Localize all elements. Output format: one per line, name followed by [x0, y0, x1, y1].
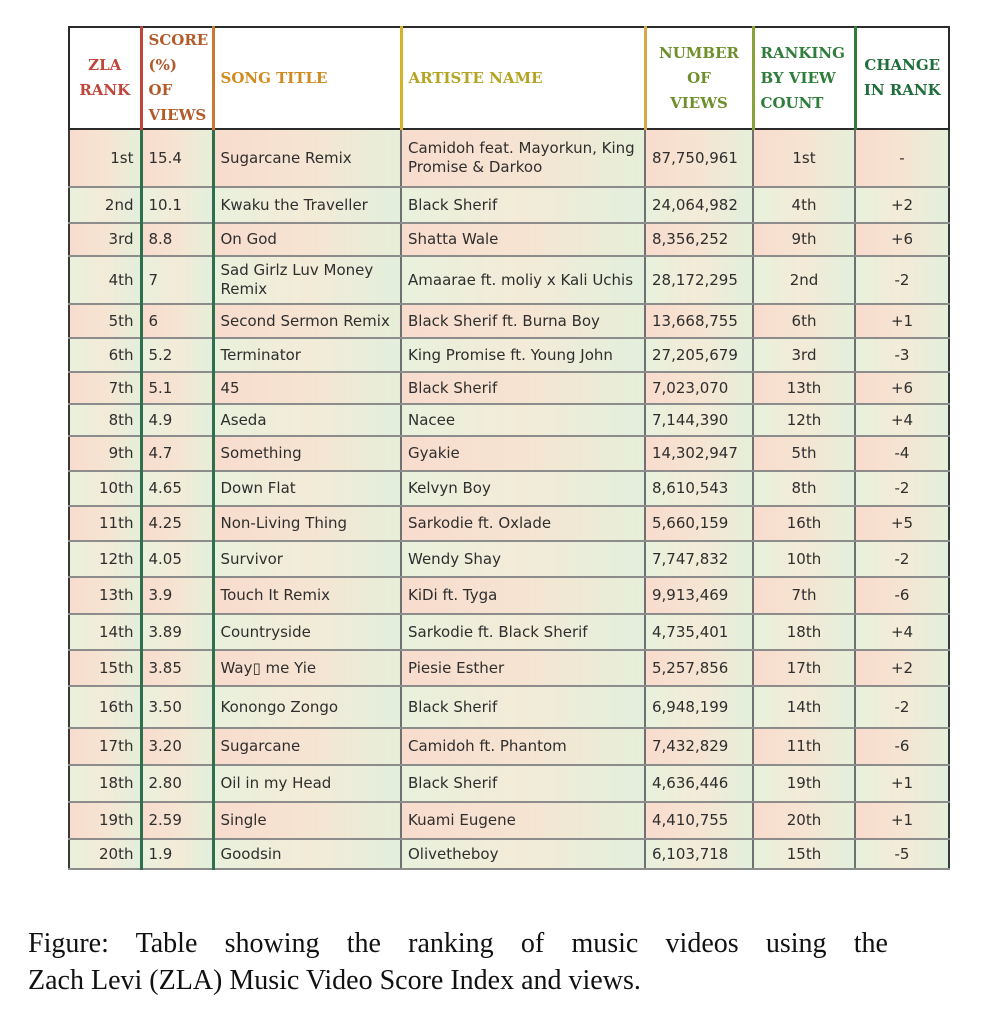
- cell-change: +4: [855, 614, 949, 650]
- cell-song: Terminator: [213, 338, 401, 372]
- table-row: [69, 614, 949, 650]
- cell-change: -2: [855, 541, 949, 577]
- cell-score: 3.85: [141, 650, 213, 686]
- cell-song: Non-Living Thing: [213, 506, 401, 541]
- cell-song: Second Sermon Remix: [213, 304, 401, 338]
- cell-vrank: 7th: [753, 577, 855, 614]
- cell-change: +6: [855, 223, 949, 256]
- cell-change: -6: [855, 728, 949, 765]
- cell-artist: Black Sherif ft. Burna Boy: [401, 304, 645, 338]
- caption-line: Figure: Table showing the ranking of music videos using the: [28, 928, 888, 959]
- cell-vrank: 13th: [753, 372, 855, 404]
- table-header-row: [69, 27, 949, 129]
- cell-rank: 14th: [69, 614, 141, 650]
- cell-song: 45: [213, 372, 401, 404]
- table-body: [69, 129, 949, 869]
- table-row: [69, 765, 949, 802]
- cell-views: 5,257,856: [645, 650, 753, 686]
- header-line: RANKING: [760, 43, 845, 62]
- cell-views: 8,356,252: [645, 223, 753, 256]
- cell-vrank: 3rd: [753, 338, 855, 372]
- cell-views: 7,023,070: [645, 372, 753, 404]
- cell-change: -2: [855, 256, 949, 304]
- cell-rank: 4th: [69, 256, 141, 304]
- cell-song: Sugarcane: [213, 728, 401, 765]
- header-line: IN RANK: [863, 81, 941, 99]
- cell-score: 5.1: [141, 372, 213, 404]
- cell-artist: Wendy Shay: [401, 541, 645, 577]
- figure-caption: [28, 925, 888, 999]
- cell-artist: Olivetheboy: [401, 839, 645, 869]
- cell-rank: 3rd: [69, 223, 141, 256]
- cell-change: +1: [855, 802, 949, 839]
- cell-score: 4.25: [141, 506, 213, 541]
- cell-vrank: 1st: [753, 129, 855, 187]
- cell-score: 4.05: [141, 541, 213, 577]
- cell-views: 4,636,446: [645, 765, 753, 802]
- cell-score: 3.20: [141, 728, 213, 765]
- cell-artist: Camidoh ft. Phantom: [401, 728, 645, 765]
- cell-change: -3: [855, 338, 949, 372]
- cell-song: Survivor: [213, 541, 401, 577]
- table-row: [69, 686, 949, 728]
- cell-change: +2: [855, 187, 949, 223]
- cell-song: Konongo Zongo: [213, 686, 401, 728]
- table-row: [69, 404, 949, 436]
- cell-song: Sad Girlz Luv Money Remix: [213, 256, 401, 304]
- header-line: BY VIEW: [760, 68, 836, 87]
- cell-rank: 20th: [69, 839, 141, 869]
- cell-artist: Nacee: [401, 404, 645, 436]
- cell-rank: 17th: [69, 728, 141, 765]
- cell-song: Aseda: [213, 404, 401, 436]
- header-line: RANK: [79, 81, 131, 99]
- cell-artist: Sarkodie ft. Oxlade: [401, 506, 645, 541]
- header-line: NUMBER: [659, 43, 739, 62]
- cell-change: +1: [855, 304, 949, 338]
- cell-views: 8,610,543: [645, 471, 753, 506]
- header-song-title: [213, 27, 401, 129]
- header-change-in-rank: [855, 27, 949, 129]
- cell-rank: 8th: [69, 404, 141, 436]
- header-line: SONG TITLE: [220, 68, 328, 87]
- table-row: [69, 471, 949, 506]
- table-row: [69, 372, 949, 404]
- cell-artist: King Promise ft. Young John: [401, 338, 645, 372]
- cell-views: 13,668,755: [645, 304, 753, 338]
- cell-vrank: 15th: [753, 839, 855, 869]
- cell-vrank: 8th: [753, 471, 855, 506]
- table-row: [69, 802, 949, 839]
- header-line: ZLA: [88, 56, 122, 74]
- cell-score: 2.80: [141, 765, 213, 802]
- cell-score: 2.59: [141, 802, 213, 839]
- cell-views: 28,172,295: [645, 256, 753, 304]
- cell-change: -5: [855, 839, 949, 869]
- cell-vrank: 6th: [753, 304, 855, 338]
- cell-score: 7: [141, 256, 213, 304]
- cell-change: -6: [855, 577, 949, 614]
- cell-song: Touch It Remix: [213, 577, 401, 614]
- header-line: VIEWS: [670, 93, 728, 112]
- cell-song: Something: [213, 436, 401, 471]
- cell-rank: 19th: [69, 802, 141, 839]
- cell-song: Oil in my Head: [213, 765, 401, 802]
- cell-score: 8.8: [141, 223, 213, 256]
- cell-rank: 1st: [69, 129, 141, 187]
- cell-views: 87,750,961: [645, 129, 753, 187]
- cell-score: 5.2: [141, 338, 213, 372]
- header-line: ARTISTE NAME: [408, 68, 543, 87]
- cell-change: +1: [855, 765, 949, 802]
- cell-artist: Amaarae ft. moliy x Kali Uchis: [401, 256, 645, 304]
- cell-score: 3.89: [141, 614, 213, 650]
- cell-views: 6,948,199: [645, 686, 753, 728]
- cell-artist: Black Sherif: [401, 187, 645, 223]
- header-score: [141, 27, 213, 129]
- cell-artist: KiDi ft. Tyga: [401, 577, 645, 614]
- table-row: [69, 839, 949, 869]
- cell-vrank: 12th: [753, 404, 855, 436]
- header-line: VIEWS: [148, 106, 207, 124]
- cell-change: +4: [855, 404, 949, 436]
- cell-vrank: 14th: [753, 686, 855, 728]
- cell-views: 7,747,832: [645, 541, 753, 577]
- cell-rank: 5th: [69, 304, 141, 338]
- header-zla-rank: [69, 27, 141, 129]
- cell-artist: Kuami Eugene: [401, 802, 645, 839]
- cell-score: 3.50: [141, 686, 213, 728]
- cell-vrank: 5th: [753, 436, 855, 471]
- cell-views: 24,064,982: [645, 187, 753, 223]
- cell-rank: 11th: [69, 506, 141, 541]
- cell-vrank: 2nd: [753, 256, 855, 304]
- table-row: [69, 506, 949, 541]
- table-row: [69, 650, 949, 686]
- table-row: [69, 728, 949, 765]
- cell-artist: Black Sherif: [401, 765, 645, 802]
- cell-change: -4: [855, 436, 949, 471]
- table-row: [69, 541, 949, 577]
- cell-artist: Black Sherif: [401, 686, 645, 728]
- cell-vrank: 16th: [753, 506, 855, 541]
- table-row: [69, 223, 949, 256]
- cell-artist: Kelvyn Boy: [401, 471, 645, 506]
- cell-score: 1.9: [141, 839, 213, 869]
- cell-change: -: [855, 129, 949, 187]
- cell-rank: 9th: [69, 436, 141, 471]
- header-line: (%) OF: [148, 56, 177, 99]
- cell-rank: 2nd: [69, 187, 141, 223]
- cell-rank: 6th: [69, 338, 141, 372]
- header-line: OF: [687, 68, 711, 87]
- table-row: [69, 129, 949, 187]
- cell-views: 4,735,401: [645, 614, 753, 650]
- cell-views: 7,144,390: [645, 404, 753, 436]
- cell-rank: 15th: [69, 650, 141, 686]
- table-row: [69, 338, 949, 372]
- cell-rank: 10th: [69, 471, 141, 506]
- cell-artist: Piesie Esther: [401, 650, 645, 686]
- cell-vrank: 10th: [753, 541, 855, 577]
- cell-score: 15.4: [141, 129, 213, 187]
- table-row: [69, 577, 949, 614]
- header-ranking-by-view-count: [753, 27, 855, 129]
- cell-views: 14,302,947: [645, 436, 753, 471]
- cell-change: +5: [855, 506, 949, 541]
- cell-artist: Black Sherif: [401, 372, 645, 404]
- cell-views: 5,660,159: [645, 506, 753, 541]
- cell-change: +6: [855, 372, 949, 404]
- header-line: SCORE: [148, 31, 209, 49]
- header-line: COUNT: [760, 93, 824, 112]
- table-row: [69, 187, 949, 223]
- table-row: [69, 436, 949, 471]
- cell-score: 10.1: [141, 187, 213, 223]
- cell-artist: Sarkodie ft. Black Sherif: [401, 614, 645, 650]
- cell-rank: 13th: [69, 577, 141, 614]
- cell-change: -2: [855, 471, 949, 506]
- header-line: CHANGE: [864, 56, 941, 74]
- cell-song: On God: [213, 223, 401, 256]
- table-row: [69, 256, 949, 304]
- cell-vrank: 17th: [753, 650, 855, 686]
- cell-views: 6,103,718: [645, 839, 753, 869]
- cell-rank: 12th: [69, 541, 141, 577]
- cell-score: 6: [141, 304, 213, 338]
- cell-artist: Camidoh feat. Mayorkun, King Promise & Darkoo: [401, 129, 645, 187]
- caption-line: Zach Levi (ZLA) Music Video Score Index and views.: [28, 965, 641, 996]
- cell-views: 4,410,755: [645, 802, 753, 839]
- header-number-of-views: [645, 27, 753, 129]
- cell-vrank: 9th: [753, 223, 855, 256]
- header-artiste-name: [401, 27, 645, 129]
- table-row: [69, 304, 949, 338]
- cell-score: 3.9: [141, 577, 213, 614]
- cell-change: +2: [855, 650, 949, 686]
- cell-score: 4.9: [141, 404, 213, 436]
- cell-change: -2: [855, 686, 949, 728]
- cell-rank: 7th: [69, 372, 141, 404]
- cell-song: Goodsin: [213, 839, 401, 869]
- ranking-table-container: [68, 26, 948, 870]
- cell-artist: Gyakie: [401, 436, 645, 471]
- cell-song: Kwaku the Traveller: [213, 187, 401, 223]
- cell-rank: 16th: [69, 686, 141, 728]
- cell-vrank: 20th: [753, 802, 855, 839]
- cell-vrank: 4th: [753, 187, 855, 223]
- cell-vrank: 19th: [753, 765, 855, 802]
- cell-song: Countryside: [213, 614, 401, 650]
- cell-score: 4.7: [141, 436, 213, 471]
- cell-song: Way▯ me Yie: [213, 650, 401, 686]
- cell-views: 7,432,829: [645, 728, 753, 765]
- cell-views: 9,913,469: [645, 577, 753, 614]
- cell-song: Single: [213, 802, 401, 839]
- cell-views: 27,205,679: [645, 338, 753, 372]
- cell-song: Down Flat: [213, 471, 401, 506]
- cell-score: 4.65: [141, 471, 213, 506]
- ranking-table: [68, 26, 950, 870]
- cell-artist: Shatta Wale: [401, 223, 645, 256]
- cell-song: Sugarcane Remix: [213, 129, 401, 187]
- cell-rank: 18th: [69, 765, 141, 802]
- cell-vrank: 11th: [753, 728, 855, 765]
- cell-vrank: 18th: [753, 614, 855, 650]
